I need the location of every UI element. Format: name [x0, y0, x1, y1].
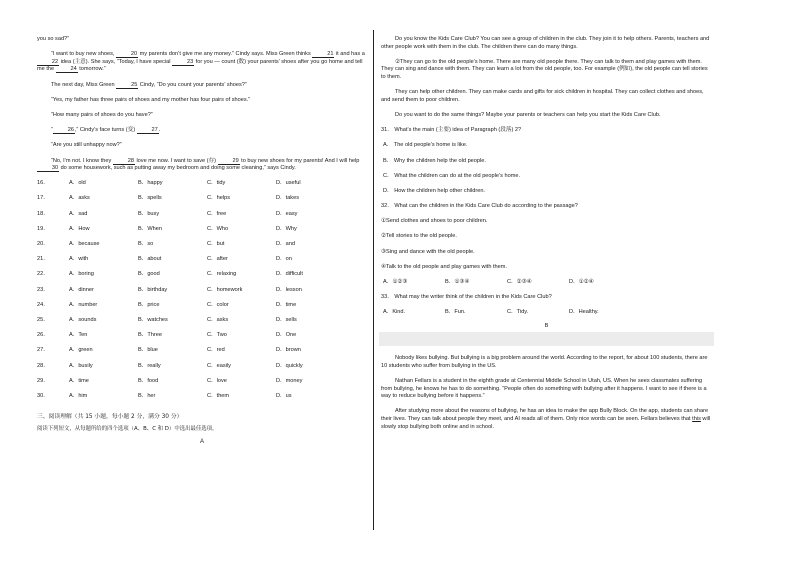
option-a[interactable]: A．Ten — [69, 332, 88, 339]
q32-item: ①Send clothes and shoes to poor children. — [381, 218, 488, 225]
q31-option-a[interactable]: A． The old people’s home is like. — [383, 142, 468, 149]
question-number: 30． — [37, 392, 49, 399]
passage-paragraph: They can help other children. They can make cards and gifts for sick children in hospital. They can collect clothes and shoes, and send them to poor children. — [381, 89, 704, 103]
option-b[interactable]: B．good — [138, 271, 160, 278]
option-b[interactable]: B．blue — [138, 347, 158, 354]
option-b[interactable]: B．really — [138, 362, 161, 369]
question-number: 24． — [37, 301, 49, 308]
option-d[interactable]: D．money — [276, 377, 303, 384]
option-row — [37, 195, 367, 210]
q32-item: ④Talk to the old people and play games with them. — [381, 263, 507, 270]
option-a[interactable]: A．dinner — [69, 286, 94, 293]
option-d[interactable]: D．and — [276, 241, 295, 248]
q32-item: ②Tell stories to the old people. — [381, 233, 457, 240]
q33-option-d[interactable]: D．Healthy. — [569, 309, 599, 316]
option-c[interactable]: C．love — [207, 377, 227, 384]
option-b[interactable]: B．spells — [138, 195, 162, 202]
option-row — [37, 332, 367, 347]
option-row — [37, 241, 367, 256]
question-number: 19． — [37, 225, 49, 232]
q32-option-d[interactable]: D．①②④ — [569, 279, 594, 285]
passage-paragraph: After studying more about the reasons of bullying, he has an idea to make the app Bully Block. On the app, students can share their lives. They can talk about people they meet, and AI reads all of them. Only nice words can be seen. Fellars believes that this will slowly stop bullying both online and in school. — [381, 408, 711, 430]
option-a[interactable]: A．number — [69, 301, 98, 308]
option-c[interactable]: C．after — [207, 256, 228, 263]
question-number: 26． — [37, 332, 49, 339]
option-c[interactable]: C．helps — [207, 195, 231, 202]
options-table — [37, 180, 367, 408]
question-number: 18． — [37, 210, 49, 217]
option-d[interactable]: D．on — [276, 256, 292, 263]
passage-b-label: B — [544, 322, 549, 329]
option-row — [37, 378, 367, 393]
passage-paragraph: The next day, Miss Green 25 Cindy, “Do you count your parents’ shoes?” — [51, 81, 247, 88]
blank-29[interactable]: 29 — [218, 158, 240, 165]
passage-line: “Are you still unhappy now?” — [51, 142, 122, 149]
blank-20[interactable]: 20 — [116, 51, 138, 58]
passage-line: “Yes, my father has three pairs of shoes and my mother has four pairs of shoes.” — [51, 96, 251, 103]
question-number: 29． — [37, 377, 49, 384]
option-a[interactable]: A．sounds — [69, 316, 97, 323]
option-d[interactable]: D．us — [276, 392, 292, 399]
option-d[interactable]: D．useful — [276, 180, 301, 187]
q33-option-b[interactable]: B．Fun. — [445, 309, 466, 316]
blank-25[interactable]: 25 — [116, 82, 138, 89]
option-b[interactable]: B．happy — [138, 180, 163, 187]
option-a[interactable]: A．asks — [69, 195, 90, 202]
option-d[interactable]: D．brown — [276, 347, 301, 354]
question-number: 20． — [37, 241, 49, 248]
option-b[interactable]: B．price — [138, 301, 160, 308]
option-c[interactable]: C．easily — [207, 362, 231, 369]
option-d[interactable]: D．time — [276, 301, 297, 308]
option-b[interactable]: B．When — [138, 225, 162, 232]
option-d[interactable]: D．One — [276, 332, 297, 339]
blank-24[interactable]: 24 — [56, 66, 78, 73]
passage-paragraph: Do you know the Kids Care Club? You can see a group of children in the club. They join it to help others. Parents, teachers and other people work with them in the club. The children there can do many things. — [381, 36, 710, 50]
option-a[interactable]: A．because — [69, 241, 100, 248]
blank-28[interactable]: 28 — [113, 158, 135, 165]
q32-option-b[interactable]: B．①③④ — [445, 279, 470, 285]
question-number: 21． — [37, 256, 49, 263]
option-b[interactable]: B．watches — [138, 316, 168, 323]
shaded-band — [379, 332, 714, 346]
column-divider — [373, 30, 374, 530]
underlined-word: this — [692, 415, 701, 422]
question-number: 25． — [37, 316, 49, 323]
question-33: 33． What may the writer think of the children in the Kids Care Club? — [381, 294, 552, 301]
passage-paragraph: “I want to buy new shoes, 20 my parents don’t give me any money.” Cindy says. Miss Green thinks 21 it and has a 22 idea (主意). She says, “Today, I have special 23 for you — count (数) your parents’ shoes after you go home and tell me the 24 tomorrow.” — [37, 51, 365, 73]
passage-paragraph: ②They can go to the old people’s home. There are many old people there. They can talk to them and play games with them. They can sing and dance with them. They can learn a lot from the old people, too. For example (例如), the old people can tell stories to them. — [381, 58, 708, 80]
question-number: 22． — [37, 271, 49, 278]
option-b[interactable]: B．about — [138, 256, 162, 263]
option-d[interactable]: D．lesson — [276, 286, 302, 293]
q31-option-c[interactable]: C． What the children can do at the old people’s home. — [383, 172, 521, 179]
option-d[interactable]: D．difficult — [276, 271, 303, 278]
option-c[interactable]: C．red — [207, 347, 225, 354]
q33-option-a[interactable]: A．Kind. — [383, 309, 406, 316]
option-b[interactable]: B．birthday — [138, 286, 168, 293]
passage-line: “How many pairs of shoes do you have?” — [51, 111, 153, 118]
q31-option-d[interactable]: D． How the children help other children. — [383, 187, 485, 194]
option-a[interactable]: A．time — [69, 377, 89, 384]
question-31: 31． What’s the main (主要) idea of Paragraph (段落) 2? — [381, 127, 522, 134]
option-a[interactable]: A．green — [69, 347, 93, 354]
option-a[interactable]: A．old — [69, 180, 86, 187]
question-number: 17． — [37, 195, 49, 202]
option-a[interactable]: A．How — [69, 225, 90, 232]
q33-option-c[interactable]: C．Tidy. — [507, 309, 529, 316]
blank-22[interactable]: 22 — [37, 59, 59, 66]
blank-26[interactable]: 26 — [53, 127, 75, 134]
option-row — [37, 256, 367, 271]
question-number: 28． — [37, 362, 49, 369]
section-instructions: 阅读下列短文，从每题所给的四个选项（A、B、C 和 D）中选出最佳选项。 — [37, 425, 218, 432]
passage-a-label: A — [199, 439, 204, 446]
option-c[interactable]: C．relaxing — [207, 271, 237, 278]
q32-option-a[interactable]: A．①②③ — [383, 279, 408, 285]
passage-paragraph: Nobody likes bullying. But bullying is a big problem around the world. According to the report, for about 100 students, there are 10 students who suffer from bullying in the US. — [381, 355, 708, 369]
option-c[interactable]: C．free — [207, 210, 227, 217]
option-c[interactable]: C．Two — [207, 332, 227, 339]
q32-item: ③Sing and dance with the old people. — [381, 248, 475, 255]
option-row — [37, 363, 367, 378]
option-row — [37, 317, 367, 332]
passage-paragraph: “ 26,” Cindy’s face turns (变) 27. — [51, 127, 161, 134]
passage-paragraph: Nathan Fellars is a student in the eighth grade at Centennial Middle School in Utah, US. When he sees classmates suffering from bullying, he knows he has to do something. “People often do something with bullying after it happens. I want to see if there is a way to reduce bullying before it happens.” — [381, 377, 707, 400]
option-a[interactable]: A．with — [69, 256, 89, 263]
q31-option-b[interactable]: B． Why the children help the old people. — [383, 157, 486, 164]
blank-23[interactable]: 23 — [172, 59, 194, 66]
option-row — [37, 211, 367, 226]
question-number: 23． — [37, 286, 49, 293]
option-d[interactable]: D．quickly — [276, 362, 303, 369]
q33-options — [381, 309, 712, 317]
option-a[interactable]: A．busily — [69, 362, 93, 369]
option-d[interactable]: D．Why — [276, 225, 297, 232]
option-d[interactable]: D．easy — [276, 210, 298, 217]
option-b[interactable]: B．food — [138, 377, 159, 384]
option-row — [37, 271, 367, 286]
option-row — [37, 347, 367, 362]
option-a[interactable]: A．sad — [69, 210, 88, 217]
option-a[interactable]: A．boring — [69, 271, 94, 278]
question-number: 16． — [37, 180, 49, 187]
option-row — [37, 226, 367, 241]
option-c[interactable]: C．tidy — [207, 180, 226, 187]
option-row — [37, 287, 367, 302]
passage-paragraph: Do you want to do the same things? Maybe your parents or teachers can help you start the Kids Care Club. — [395, 111, 661, 118]
blank-30[interactable]: 30 — [37, 165, 59, 172]
option-c[interactable]: C．homework — [207, 286, 243, 293]
question-32: 32． What can the children in the Kids Care Club do according to the passage? — [381, 203, 578, 210]
option-d[interactable]: D．sells — [276, 316, 297, 323]
option-b[interactable]: B．so — [138, 241, 154, 248]
section-title: 三、阅读理解（共 15 小题，每小题 2 分，满分 30 分） — [37, 414, 183, 421]
option-row — [37, 393, 367, 408]
q32-options — [381, 279, 712, 287]
blank-27[interactable]: 27 — [137, 127, 159, 134]
left-column — [37, 36, 367, 447]
option-b[interactable]: B．her — [138, 392, 156, 399]
blank-21[interactable]: 21 — [312, 51, 334, 58]
option-b[interactable]: B．Three — [138, 332, 162, 339]
right-column — [381, 36, 712, 439]
q32-option-c[interactable]: C．②③④ — [507, 279, 532, 285]
option-c[interactable]: C．them — [207, 392, 230, 399]
option-row — [37, 180, 367, 195]
option-c[interactable]: C．Who — [207, 225, 229, 232]
option-row — [37, 302, 367, 317]
option-c[interactable]: C．asks — [207, 316, 229, 323]
question-number: 27． — [37, 347, 49, 354]
option-c[interactable]: C．but — [207, 241, 225, 248]
option-d[interactable]: D．takes — [276, 195, 300, 202]
option-a[interactable]: A．him — [69, 392, 88, 399]
option-b[interactable]: B．busy — [138, 210, 160, 217]
passage-line: you so sad?” — [37, 36, 70, 42]
option-c[interactable]: C．color — [207, 301, 229, 308]
passage-paragraph: “No, I’m not. I know they 28 love me now. I want to save (存) 29 to buy new shoes for my parents! And I will help 30 do some housework, such as putting away my bedroom and doing some cleaning,” says Cindy. — [37, 158, 367, 173]
